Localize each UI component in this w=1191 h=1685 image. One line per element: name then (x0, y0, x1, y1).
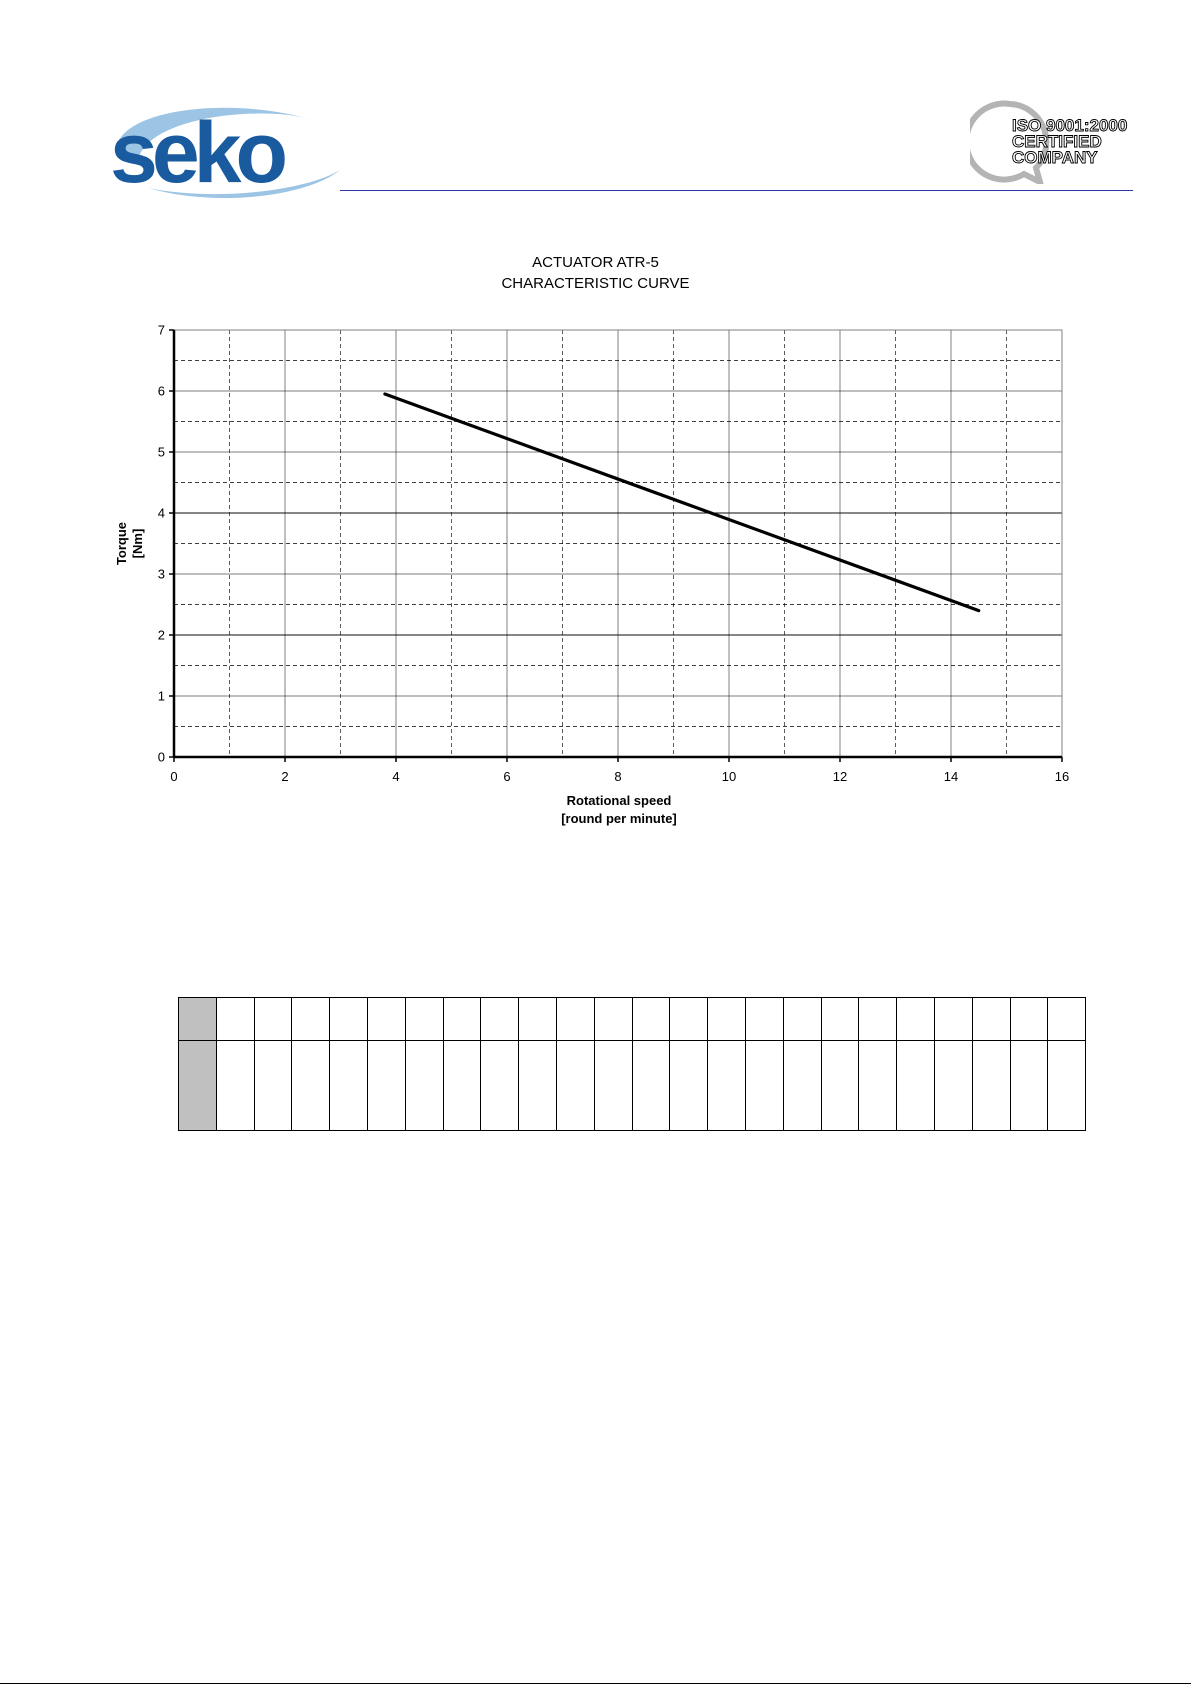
x-tick-label: 10 (721, 769, 737, 784)
table-cell (783, 1041, 821, 1131)
table-cell (897, 998, 935, 1041)
chart-title: ACTUATOR ATR-5 (532, 254, 659, 271)
table-row (179, 1041, 1086, 1131)
table-cell (745, 1041, 783, 1131)
y-axis-label: [Nm] (130, 528, 145, 559)
table-cell (216, 1041, 254, 1131)
table-cell (708, 1041, 746, 1131)
table-cell (254, 998, 292, 1041)
iso-line-1: ISO 9001:2000 (1012, 116, 1128, 135)
table-cell (367, 1041, 405, 1131)
table-cell (783, 998, 821, 1041)
table-cell (1010, 998, 1048, 1041)
chart-grid (174, 330, 1062, 757)
table-cell (367, 998, 405, 1041)
table-cell (481, 1041, 519, 1131)
table-row (179, 998, 1086, 1041)
characteristic-curve-chart (0, 0, 1191, 840)
table-cell (1048, 1041, 1086, 1131)
table-cell (519, 1041, 557, 1131)
table-cell (1010, 1041, 1048, 1131)
table-cell (632, 1041, 670, 1131)
iso-line-2: CERTIFIED (1012, 132, 1102, 151)
table-cell (519, 998, 557, 1041)
table-cell (670, 1041, 708, 1131)
table-cell (443, 998, 481, 1041)
y-tick-label: 2 (157, 627, 165, 643)
x-tick-label: 12 (832, 769, 848, 784)
data-table (178, 997, 1086, 1131)
table-cell (972, 1041, 1010, 1131)
table-cell (292, 998, 330, 1041)
table-cell (405, 1041, 443, 1131)
iso-line-3: COMPANY (1012, 148, 1098, 167)
table-cell (405, 998, 443, 1041)
page-bottom-rule (0, 1683, 1191, 1684)
table-cell (972, 998, 1010, 1041)
table-cell (556, 998, 594, 1041)
x-tick-label: 4 (392, 769, 400, 784)
table-cell (254, 1041, 292, 1131)
table-cell (897, 1041, 935, 1131)
table-cell (670, 998, 708, 1041)
y-tick-label: 5 (157, 444, 165, 460)
table-cell (443, 1041, 481, 1131)
x-tick-label: 8 (614, 769, 622, 784)
table-cell (821, 1041, 859, 1131)
x-tick-label: 14 (943, 769, 959, 784)
chart-tick-labels (158, 323, 1069, 785)
y-axis-label: Torque (114, 521, 129, 566)
table-row-header (179, 998, 217, 1041)
x-axis-label: Rotational speed (566, 793, 672, 808)
x-axis-label: [round per minute] (561, 811, 677, 826)
x-tick-label: 2 (281, 769, 289, 784)
x-tick-label: 0 (170, 769, 178, 784)
y-tick-label: 7 (157, 322, 165, 338)
x-tick-label: 16 (1054, 769, 1070, 784)
table-cell (481, 998, 519, 1041)
table-cell (821, 998, 859, 1041)
table-cell (859, 998, 897, 1041)
table-cell (594, 998, 632, 1041)
chart-subtitle: CHARACTERISTIC CURVE (501, 275, 690, 292)
chart-series (385, 394, 979, 611)
y-tick-label: 1 (157, 688, 165, 704)
y-tick-label: 6 (157, 383, 165, 399)
table-cell (1048, 998, 1086, 1041)
table-cell (934, 1041, 972, 1131)
table-cell (594, 1041, 632, 1131)
chart-axes (169, 330, 1062, 762)
table-cell (708, 998, 746, 1041)
table-cell (330, 998, 368, 1041)
table-cell (556, 1041, 594, 1131)
table-row-header (179, 1041, 217, 1131)
table-cell (292, 1041, 330, 1131)
table-cell (859, 1041, 897, 1131)
table-cell (330, 1041, 368, 1131)
y-tick-label: 3 (157, 566, 165, 582)
series-line (385, 394, 979, 611)
table-cell (632, 998, 670, 1041)
table-cell (216, 998, 254, 1041)
table-cell (745, 998, 783, 1041)
table-cell (934, 998, 972, 1041)
y-tick-label: 4 (157, 505, 165, 521)
y-tick-label: 0 (157, 749, 165, 765)
logo-wordmark: seko (110, 105, 283, 200)
x-tick-label: 6 (503, 769, 511, 784)
